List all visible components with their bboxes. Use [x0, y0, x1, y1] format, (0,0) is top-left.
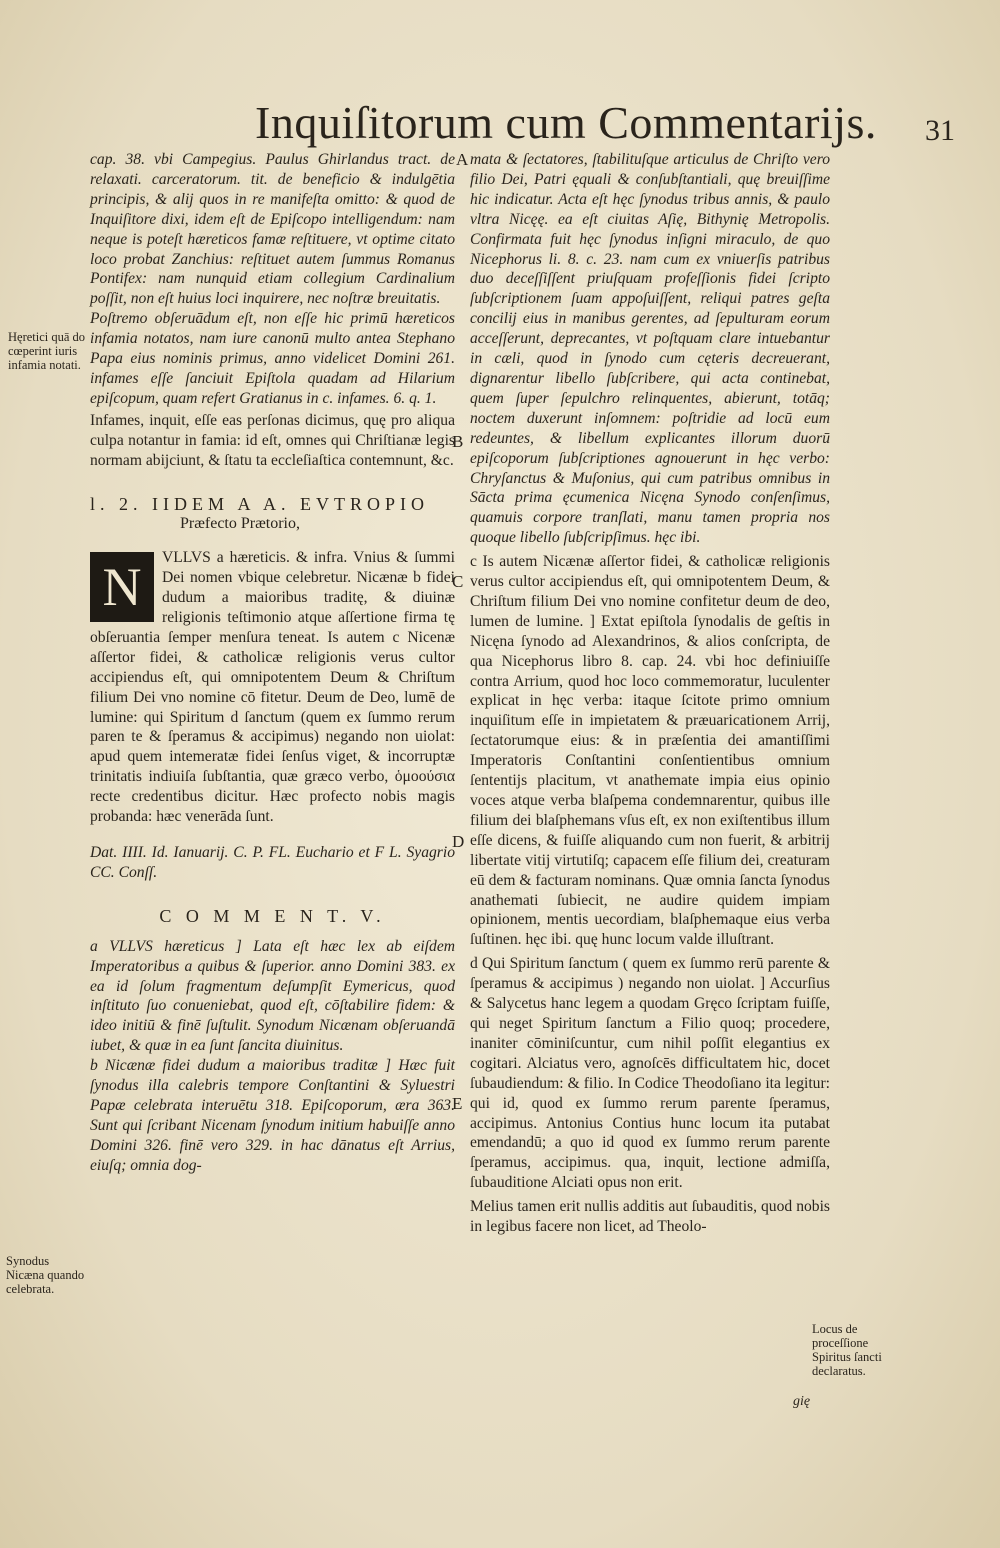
law-text: VLLVS a hæreticis. & infra. Vnius & ſummi Dei nomen vbique celebretur. Nicænæ b fidei dudum a maioribus traditę, & diuinæ religionis teſtimonio atque aſſertione firma tę obſeruantia ſemper menſura teneat. Is autem c Nicenæ aſſertor fidei, & catholicæ religionis verus cultor accipiendus eſt, qui omnipotentem Deum & Chriſtum filium Dei vno nomine cō fitetur. Deum de Deo, lumē de lumine: qui Spiritum d ſanctum (quem ex ſummo rerum paren te & ſperamus & accipimus) negando non uiolat: apud quem intemeratæ fidei ſenſus viget, & incorruptæ trinitatis indiuiſa ſubſtantia, quæ græco verbo, ὁμοούσια recte credentibus dicitur. Hæc profecto nobis magis probanda: hæc venerāda ſunt. [90, 549, 455, 826]
paragraph-closing: Melius tamen erit nullis additis aut ſubauditis, quod nobis in legibus facere non licet, ad Theolo- [470, 1198, 830, 1236]
paragraph-synod: mata & ſectatores, ſtabilituſque articulus de Chriſto vero filio Dei, Patri ęquali & conſubſtantiali, quę breuiſſime hic indicatur. Acta eſt hęc ſynodus tribus annis, & paulo vltra Nicęę. ea eſt ciuitas Aſię, Bithynię Metropolis. Confirmata fuit hęc ſynodus inſigni miraculo, de quo Nicephorus li. 8. c. 23. nam cum ex vniuerſis patribus duo deceſſiſſent priuſquam profeſſionis fidei ſcripto ſubſcriptionem ſuam appoſuiſſent, reliqui patres geſta concilij eius in manibus gerentes, ad ſepulturam eorum acceſſerunt, deprecantes, vt poſtquam clare intuebantur in cæli, quod in ſynodo cum cęteris decreuerant, dignarentur libello ſubſcribere, qui acta continebat, quem ſuper ſepulchro relinquentes, abierunt, totāq; noctem duxerunt inſomnem: poſtridie ad locū eum redeuntes, & libellum explicantes illorum duorū epiſcoporum ſubſcriptiones agnouerunt in hęc verbo: Chryſanctus & Muſonius, qui cum patribus omnibus in Sācta prima ęcumenica Nicęna Synodo conſenſimus, quamuis corpore tranſlati, manu tamen propria nos quoque libello ſubſcripſimus. hęc ibi. [470, 151, 830, 547]
comment-a: a VLLVS hæreticus ] Lata eſt hæc lex ab eiſdem Imperatoribus a quibus & ſuperior. anno Domini 383. ex ea id ſolum fragmentum deſumpſit Eymericus, quod inſtituto ſuo conueniebat, quod eſt, cōſtabilire fidem: & ideo initiū & finē ſuſtulit. Synodum Nicænam obſeruandā iubet, & quæ in ea ſunt ſancita diuinitus. [90, 937, 455, 1055]
right-column [470, 150, 830, 1237]
section-marker-b: B [452, 432, 464, 451]
dating-line: Dat. IIII. Id. Ianuarij. C. P. FL. Euchario et F L. Syagrio CC. Conſſ. [90, 844, 455, 881]
section-marker-c: C [452, 572, 464, 591]
page-number: 31 [925, 114, 955, 147]
comment-b: b Nicænæ fidei dudum a maioribus traditæ ] Hæc fuit ſynodus illa calebris tempore Conſtantini & Syluestri Papæ celebrata interuētu 318. Epiſcoporum, æra 363. Sunt qui ſcribant Nicenam ſynodum initium habuiſſe anno Domini 326. finē vero 329. in hac dānatus eſt Arrius, eiuſq; omnia dog- [90, 1057, 455, 1174]
section-marker-e: E [452, 1094, 463, 1113]
comment-d: d Qui Spiritum ſanctum ( quem ex ſummo rerū parente & ſperamus & accipimus ) negando non uiolat. ] Accurſius & Salycetus hanc legem a quodam Gręco ſcriptam fuiſſe, qui neget Spiritum ſanctum a Filio quoq; procedere, inaniter cōminiſcuntur, cum nihil poſſit elegantius ex cogitari. Alciatus vero, agnoſcēs difficultatem hic, docet ſubaudiendum: & filio. In Codice Theodoſiano ita legitur: qui id, quod ex ſummo rerum parente ſperamus, accipimus. Antonius Contius hunc locum ita putabat emendandū; a quo id quod ex ſummo rerum parente ſperamus, accipimus. qua, inquit, lectione admiſſa, ſubauditione Alciati opus non erit. [470, 955, 830, 1192]
law-heading: l. 2. IIDEM A A. EVTROPIO [90, 493, 430, 514]
comment-c: c Is autem Nicænæ aſſertor fidei, & catholicæ religionis verus cultor accipiendus eſt, qui omnipotentem Deum, & Chriſtum filium Dei vno nomine confitetur deum de deo, lumen de lumine. ] Extat epiſtola ſynodalis de geſtis in Nicęna ſynodo ad Alexandrinos, & alios conſcripta, de qua Nicephorus libro 8. cap. 24. vbi hoc definiuiſſe contra Arrium, quod hoc loco commemoratur, luculenter explicat in hęc verba: itaque ſcitote primo omnium inquiſitum eſſe in impietatem & præuaricationem Arrij, ſectatorumque eius: & in præſentia dei amantiſſimi Imperatoris Conſtantini conſentientibus omnium ſententijs placitum, vt anathemate impia eius opinio voces atque verba blaſpema condemnarentur, quibus ille filium dei blaſphemans vſus eſt, ex non exiſtentibus illum eſſe dicens, & fuiſſe aliquando cum non fuerit, & arbitrij libertate vitij virtutiſq; capacem eſſe filium dei, creaturam eū dem & facturam nominans. Quæ omnia ſancta ſynodus anathemati ſubiecit, ne audire quidem impiam opinionem, mentis uecordiam, blaſphemaque eius verba ſuſtinen. hęc ibi. quę hunc locum valde illuſtrant. [470, 553, 830, 949]
section-marker-d: D [452, 832, 465, 851]
law-text-block [90, 548, 455, 827]
paragraph-quote: Infames, inquit, eſſe eas perſonas dicimus, quę pro aliqua culpa notantur in famia: id eſt, omnes qui Chriſtianæ legis normam abijciunt, & ſtatu ta eccleſiaſtica contemnunt, &c. [90, 411, 455, 469]
left-column [90, 150, 455, 1176]
paragraph-citations: cap. 38. vbi Campegius. Paulus Ghirlandus tract. de relaxati. carceratorum. tit. de beneficio & indulgētia principis, & alij quos in re manifeſta omitto: & quod de Inquiſitore dixi, idem eſt de Epiſcopo intelligendum: nam neque is poteſt hæreticos famæ reſtituere, vt optime citato loco probat Zanchius: reſtituet autem ſummus Romanus Pontifex: nam nunquid etiam collegium Cardinalium poſſit, non eſt huius loci inquirere, nec noſtræ breuitatis. [90, 151, 455, 308]
margin-note-heretics: Hęretici quā do cœperint iuris infamia notati. [8, 330, 86, 372]
running-header [255, 96, 955, 156]
decorated-initial: N [90, 552, 154, 622]
margin-note-synod: Synodus Nicæna quando celebrata. [6, 1254, 85, 1296]
margin-note-holy-spirit: Locus de proceſſione Spiritus ſancti declaratus. [812, 1322, 882, 1378]
paragraph-infamia: Poſtremo obſeruādum eſt, non eſſe hic primū hæreticos infamia notatos, nam iure canonū multo antea Stephano Papa eius nominis primus, anno videlicet Domini 261. infames eſſe ſanciuit Epiſtola quadam ad Hilarium epiſcopum, quam refert Gratianus in c. infames. 6. q. 1. [90, 310, 455, 407]
law-subheading: Præfecto Prætorio, [180, 515, 300, 533]
running-title: Inquiſitorum cum Commentarijs. [255, 97, 877, 148]
section-marker-a: A [456, 150, 469, 169]
catchword: gię [793, 1394, 811, 1409]
comment-heading: C O M M E N T. V. [159, 905, 386, 926]
